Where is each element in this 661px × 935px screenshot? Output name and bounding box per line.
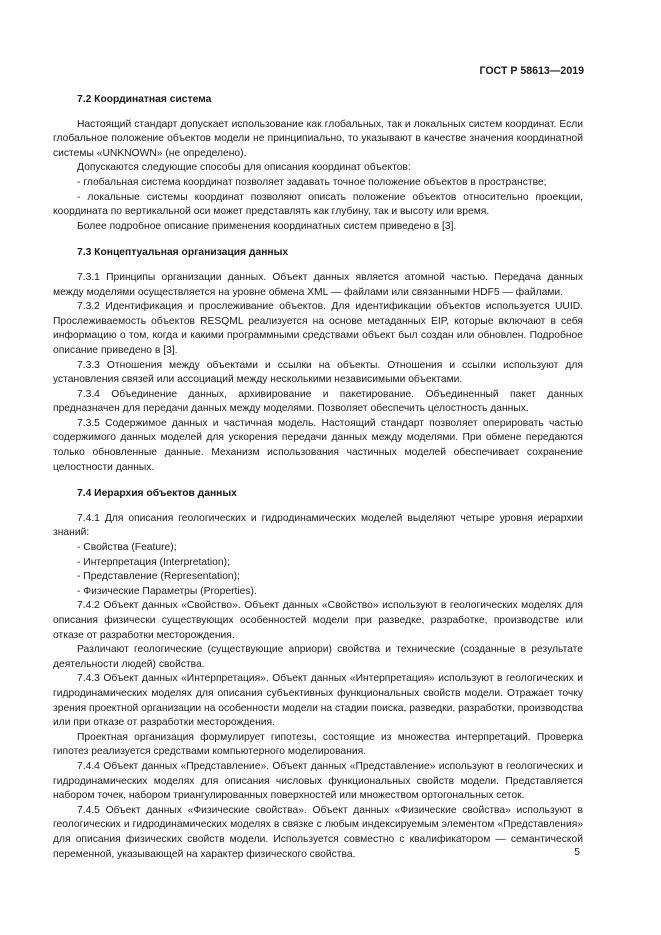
- page-content: [53, 93, 583, 862]
- paragraph: Различают геологические (существующие априори) свойства и технические (созданные в результате деятельности людей) свойства.: [53, 644, 583, 670]
- paragraph: 7.3.3 Отношения между объектами и ссылки на объекты. Отношения и ссылки используют для установления связей или ассоциаций между несколькими независимыми объектами.: [53, 359, 583, 386]
- section-heading-7-3: 7.3 Концептуальная организация данных: [77, 247, 289, 259]
- list-item: - глобальная система координат позволяет задавать точное положение объектов в пространстве;: [77, 176, 547, 188]
- paragraph: 7.3.1 Принципы организации данных. Объект данных является атомной частью. Передача данных между моделями осуществляется на уровне обмена XML — файлами или связанными HDF5 — файлами.: [53, 271, 583, 298]
- paragraph: 7.4.4 Объект данных «Представление». Объект данных «Представление» используют в геологических и гидродинамических моделях для описания числовых функциональных свойств модели. Представляется набором точек, набором триангулированных поверхностей или множеством ортогональных сеток.: [53, 760, 583, 802]
- list-item: - Свойства (Feature);: [77, 542, 177, 554]
- paragraph: 7.4.3 Объект данных «Интерпретация». Объект данных «Интерпретация» используют в геологических и гидродинамических моделях для описания субъективных функциональных свойств модели. Отражает точку зрения проектной организации на особенности модели на стадии поиска, разведки, разработки, производства или при отказе от разработки месторождения.: [53, 673, 584, 729]
- paragraph: Проектная организация формулирует гипотезы, состоящие из множества интерпретаций. Проверка гипотез реализуется средствами компьютерного моделирования.: [53, 731, 583, 758]
- list-item: - Физические Параметры (Properties).: [77, 585, 257, 597]
- page-number: 5: [574, 847, 580, 858]
- list-item: - локальные системы координат позволяют описать положение объектов относительно проекции, координата по вертикальной оси может представлять как глубину, так и высоту или время.: [53, 191, 583, 218]
- standard-designation: ГОСТ Р 58613—2019: [479, 65, 584, 77]
- paragraph: Допускаются следующие способы для описания координат объектов:: [77, 162, 411, 174]
- paragraph: 7.3.2 Идентификация и прослеживание объектов. Для идентификации объектов используется UUID. Прослеживаемость объектов RESQML реализуется на основе метаданных EIP, которые включают в себя информацию о том, когда и какими программными средствами объект был создан или обновлен. Подробное описание приведено в [3].: [53, 301, 583, 356]
- paragraph: Настоящий стандарт допускает использование как глобальных, так и локальных систем координат. Если глобальное положение объектов модели не принципиально, то указывают в качестве значения координатной системы «UNKNOWN» (не определено).: [53, 118, 583, 159]
- list-item: - Интерпретация (Interpretation);: [77, 556, 230, 568]
- paragraph: 7.3.5 Содержимое данных и частичная модель. Настоящий стандарт позволяет оперировать частью содержимого данных моделей для ускорения передачи данных между моделями. При обмене передаются только обновленные данные. Механизм использования частичных моделей обеспечивает сохранение целостности данных.: [53, 417, 583, 473]
- paragraph: 7.4.5 Объект данных «Физические свойства». Объект данных «Физические свойства» используют в геологических и гидродинамических моделях в связке с любым индексируемым элементом «Представления» для описания физических свойств модели. Используется совместно с квалификатором — семантической переменной, указывающей на характер физического свойства.: [53, 804, 583, 860]
- paragraph: 7.4.1 Для описания геологических и гидродинамических моделей выделяют четыре уровня иерархии знаний:: [53, 512, 583, 539]
- section-heading-7-4: 7.4 Иерархия объектов данных: [77, 488, 237, 500]
- paragraph: 7.4.2 Объект данных «Свойство». Объект данных «Свойство» используют в геологических моделях для описания физически существующих особенностей модели при разведке, разработке, производстве или отказе от разработки месторождения.: [53, 600, 583, 641]
- paragraph: Более подробное описание применения координатных систем приведено в [3].: [77, 220, 457, 232]
- paragraph: 7.3.4 Объединение данных, архивирование и пакетирование. Объединенный пакет данных предназначен для передачи данных между моделями. Позволяет обеспечить целостность данных.: [53, 388, 583, 415]
- section-heading-7-2: 7.2 Координатная система: [77, 94, 212, 105]
- list-item: - Представление (Representation);: [77, 571, 240, 583]
